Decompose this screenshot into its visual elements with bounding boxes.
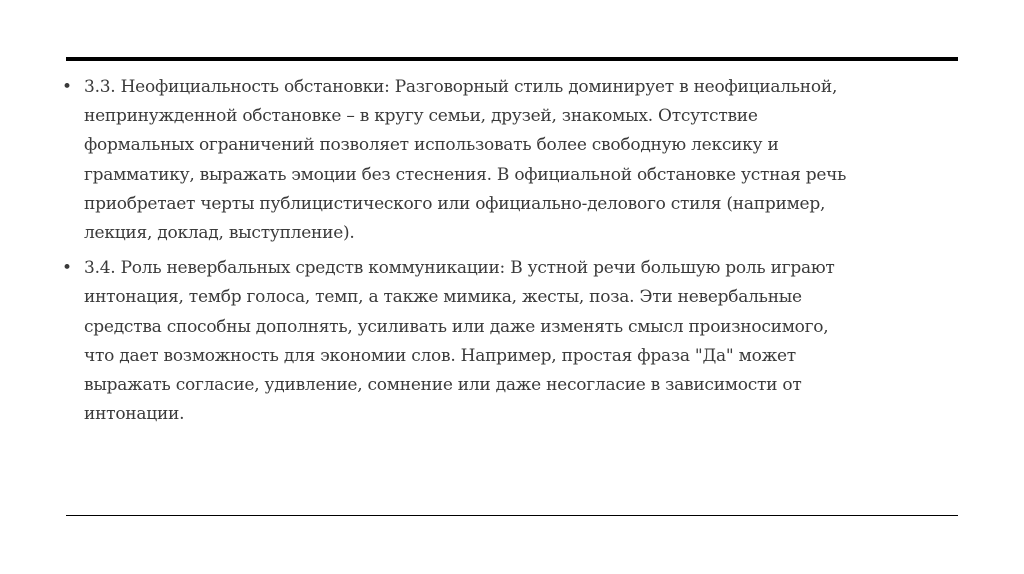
bullet-item-3-3 xyxy=(62,73,942,248)
bullet-dot-icon: • xyxy=(62,77,73,97)
bullet-list xyxy=(62,73,942,429)
bullet-dot-icon: • xyxy=(62,258,73,279)
bullet-text: 3.3. Неофициальность обстановки: Разговорный стиль доминирует в неофициальной, непринужденной обстановке – в кругу семьи, друзей, знакомых. Отсутствие формальных ограничений позволяет использовать более свободную лексику и грамматику, выражать эмоции без стеснения. В официальной обстановке устная речь приобретает черты публицистического или официально-делового стиля (например, лекция, доклад, выступление). xyxy=(84,77,847,244)
bullet-text: 3.4. Роль невербальных средств коммуникации: В устной речи большую роль играют интонация, тембр голоса, темп, а также мимика, жесты, поза. Эти невербальные средства способны дополнять, усиливать или даже изменять смысл произносимого, что дает возможность для экономии слов. Например, простая фраза "Да" может выражать согласие, удивление, сомнение или даже несогласие в зависимости от интонации. xyxy=(84,258,835,425)
slide-content xyxy=(62,73,942,435)
top-divider xyxy=(66,57,958,61)
bullet-item-3-4 xyxy=(62,254,942,429)
bottom-divider xyxy=(66,515,958,516)
